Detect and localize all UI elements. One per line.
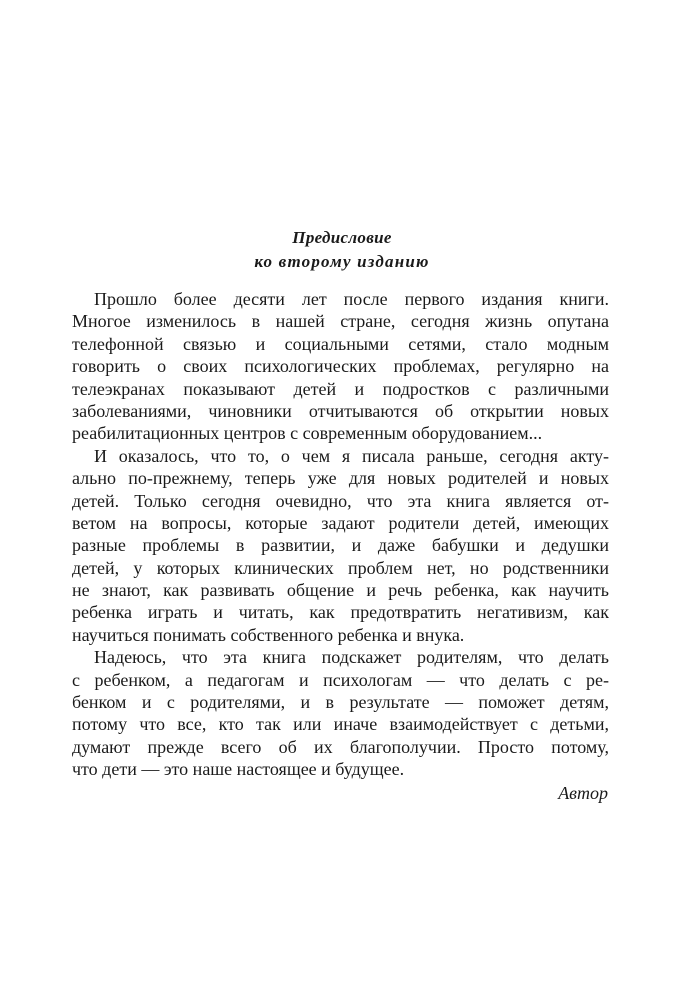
text-line: телеэкранах показывают детей и подростков с различными — [72, 378, 609, 399]
text-line: телефонной связью и социальными сетями, стало модным — [72, 333, 609, 354]
heading-title: Предисловие — [292, 228, 392, 247]
text-line: говорить о своих психологических проблемах, регулярно на — [72, 356, 609, 377]
text-line: ребенка играть и читать, как предотвратить негативизм, как — [72, 602, 609, 623]
paragraph — [72, 646, 609, 780]
author-signature: Автор — [558, 783, 608, 803]
text-line: ально по-прежнему, теперь уже для новых родителей и новых — [72, 468, 609, 489]
text-line: детей. Только сегодня очевидно, что эта книга является от- — [72, 490, 609, 511]
text-line: детей, у которых клинических проблем нет, но родственники — [72, 557, 609, 578]
text-line: что дети — это наше настоящее и будущее. — [72, 759, 405, 780]
text-line: не знают, как развивать общение и речь ребенка, как научить — [72, 580, 609, 601]
text-line: Прошло более десяти лет после первого издания книги. — [94, 289, 609, 309]
text-line: И оказалось, что то, о чем я писала раньше, сегодня акту- — [94, 445, 609, 466]
heading-subtitle: ко второму изданию — [254, 252, 430, 271]
text-line: реабилитационных центров с современным оборудованием... — [72, 423, 543, 444]
text-line: Надеюсь, что эта книга подскажет родителям, что делать — [94, 647, 609, 668]
text-line: с ребенком, а педагогам и психологам — что делать с ре- — [72, 669, 609, 690]
text-line: ветом на вопросы, которые задают родители детей, имеющих — [72, 512, 609, 533]
preface-heading — [0, 226, 684, 274]
preface-body — [72, 288, 609, 781]
text-line: заболеваниями, чиновники отчитываются об открытии новых — [72, 400, 609, 421]
text-line: научиться понимать собственного ребенка и внука. — [72, 624, 465, 645]
text-line: разные проблемы в развитии, и даже бабушки и дедушки — [72, 535, 609, 556]
text-line: бенком и с родителями, и в результате — поможет детям, — [72, 692, 609, 713]
paragraph — [72, 445, 609, 647]
text-line: Многое изменилось в нашей стране, сегодня жизнь опутана — [72, 311, 609, 332]
paragraph — [72, 288, 609, 445]
text-line: думают прежде всего об их благополучии. Просто потому, — [72, 736, 609, 757]
text-line: потому что все, кто так или иначе взаимодействует с детьми, — [72, 714, 609, 735]
